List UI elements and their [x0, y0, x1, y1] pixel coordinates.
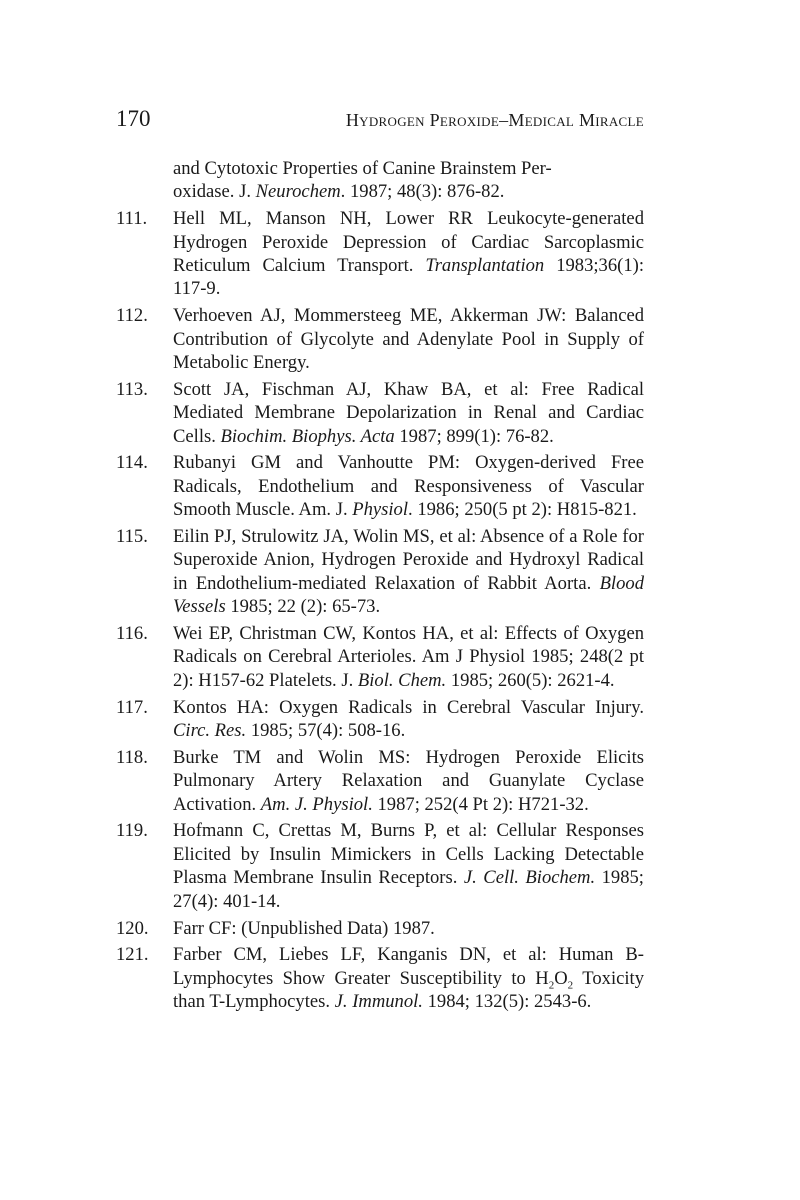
- reference-item: [116, 622, 644, 692]
- reference-text: [173, 622, 644, 692]
- citation-details: 1985; 22 (2): 65-73.: [225, 596, 381, 618]
- subscript: 2: [567, 979, 574, 992]
- reference-item: [116, 378, 644, 448]
- reference-text: [173, 207, 644, 301]
- reference-item: [116, 304, 644, 374]
- reference-authors-title: Farber CM, Liebes LF, Kanganis DN, et al: Human B-Lymphocytes Show Greater Susceptibility to H: [173, 944, 644, 989]
- reference-item: [116, 451, 644, 521]
- continuation-line-1: and Cytotoxic Properties of Canine Brainstem Per-: [173, 158, 552, 179]
- reference-text: [173, 696, 644, 743]
- reference-authors-title: Farr CF: (Unpublished Data) 1987.: [173, 917, 435, 939]
- reference-authors-title: Hofmann C, Crettas M, Burns P, et al: Cellular Responses Elicited by Insulin Mimickers in Cells Lacking Detectable Plasma Membrane Insulin Receptors.: [173, 820, 644, 889]
- reference-authors-title: Scott JA, Fischman AJ, Khaw BA, et al: Free Radical Mediated Membrane Depolarization in Renal and Cardiac Cells.: [173, 378, 644, 447]
- reference-number: 113.: [116, 378, 148, 400]
- reference-number: 111.: [116, 208, 148, 230]
- citation-details: 1984; 132(5): 2543-6.: [422, 991, 592, 1013]
- reference-authors-title: Eilin PJ, Strulowitz JA, Wolin MS, et al: Absence of a Role for Superoxide Anion, Hydrogen Peroxide and Hydroxyl Radical in Endothelium-mediated Relaxation of Rabbit Aorta.: [173, 526, 644, 594]
- citation-details: 1985; 57(4): 508-16.: [246, 720, 406, 742]
- reference-title-rest: Toxicity than T-Lymphocytes.: [173, 967, 644, 1013]
- journal-name: Biol. Chem.: [357, 669, 447, 691]
- reference-number: 116.: [116, 623, 148, 645]
- reference-number: 114.: [116, 452, 148, 474]
- reference-number: 121.: [116, 944, 149, 966]
- citation-details: 1983;36(1): 117-9.: [173, 255, 644, 300]
- reference-text: [173, 746, 644, 816]
- citation-details: . 1986; 250(5 pt 2): H815-821.: [408, 499, 637, 521]
- reference-number: 119.: [116, 820, 148, 842]
- reference-authors-title: Kontos HA: Oxygen Radicals in Cerebral Vascular Injury.: [173, 696, 644, 718]
- journal-name: Am. J. Physiol.: [260, 793, 373, 815]
- reference-item: [116, 917, 644, 940]
- journal-name: J. Immunol.: [334, 991, 423, 1013]
- citation-details: 1985; 27(4): 401-14.: [173, 867, 644, 912]
- reference-authors-title: Wei EP, Christman CW, Kontos HA, et al: Effects of Oxygen Radicals on Cerebral Arterioles. Am J Physiol 1985; 248(2 pt 2): H157-62 Platelets. J.: [173, 623, 644, 691]
- reference-item: [116, 746, 644, 816]
- journal-name: J. Cell. Biochem.: [463, 867, 596, 889]
- reference-continuation: [116, 157, 644, 204]
- formula-part: O: [554, 967, 568, 989]
- reference-list: [116, 157, 644, 1017]
- reference-item: [116, 525, 644, 619]
- reference-text: [173, 378, 644, 448]
- journal-name: Blood Vessels: [173, 572, 644, 618]
- running-head: Hydrogen Peroxide–Medical Miracle: [345, 110, 644, 130]
- citation-details: 1987; 252(4 Pt 2): H721-32.: [372, 793, 589, 815]
- reference-text: [173, 451, 644, 521]
- reference-number: 115.: [116, 526, 148, 548]
- continuation-line-2: oxidase. J.: [173, 181, 256, 203]
- reference-text: [173, 525, 644, 619]
- reference-item: [116, 943, 644, 1013]
- journal-name: Biochim. Biophys. Acta: [220, 425, 395, 447]
- references-container: [116, 207, 644, 940]
- reference-authors-title: Burke TM and Wolin MS: Hydrogen Peroxide Elicits Pulmonary Artery Relaxation and Guanylate Cyclase Activation.: [173, 746, 644, 815]
- reference-number: 117.: [116, 696, 148, 718]
- journal-name: Transplantation: [425, 255, 545, 277]
- reference-authors-title: Verhoeven AJ, Mommersteeg ME, Akkerman JW: Balanced Contribution of Glycolyte and Adenylate Pool in Supply of Metabolic Energy.: [173, 305, 644, 374]
- journal-name: Circ. Res.: [173, 720, 247, 742]
- reference-number: 120.: [116, 917, 149, 939]
- reference-item: [116, 819, 644, 913]
- reference-item: [116, 696, 644, 743]
- journal-name: Neurochem: [255, 181, 341, 203]
- page-number: 170: [116, 106, 151, 131]
- reference-number: 112.: [116, 305, 148, 327]
- reference-authors-title: Hell ML, Manson NH, Lower RR Leukocyte-generated Hydrogen Peroxide Depression of Cardiac Sarcoplasmic Reticulum Calcium Transport.: [173, 208, 644, 277]
- subscript: 2: [548, 979, 555, 992]
- reference-text: [173, 304, 644, 374]
- reference-text: [173, 917, 644, 940]
- reference-item: [116, 207, 644, 301]
- citation-details: . 1987; 48(3): 876-82.: [340, 181, 505, 203]
- page-header: [116, 106, 644, 132]
- citation-details: 1985; 260(5): 2621-4.: [446, 669, 615, 691]
- journal-name: Physiol: [352, 499, 409, 521]
- reference-number: 118.: [116, 746, 148, 768]
- reference-authors-title: Rubanyi GM and Vanhoutte PM: Oxygen-derived Free Radicals, Endothelium and Responsiveness of Vascular Smooth Muscle. Am. J.: [173, 452, 644, 521]
- reference-text: [173, 819, 644, 913]
- citation-details: 1987; 899(1): 76-82.: [394, 425, 554, 447]
- reference-text: [173, 943, 644, 1013]
